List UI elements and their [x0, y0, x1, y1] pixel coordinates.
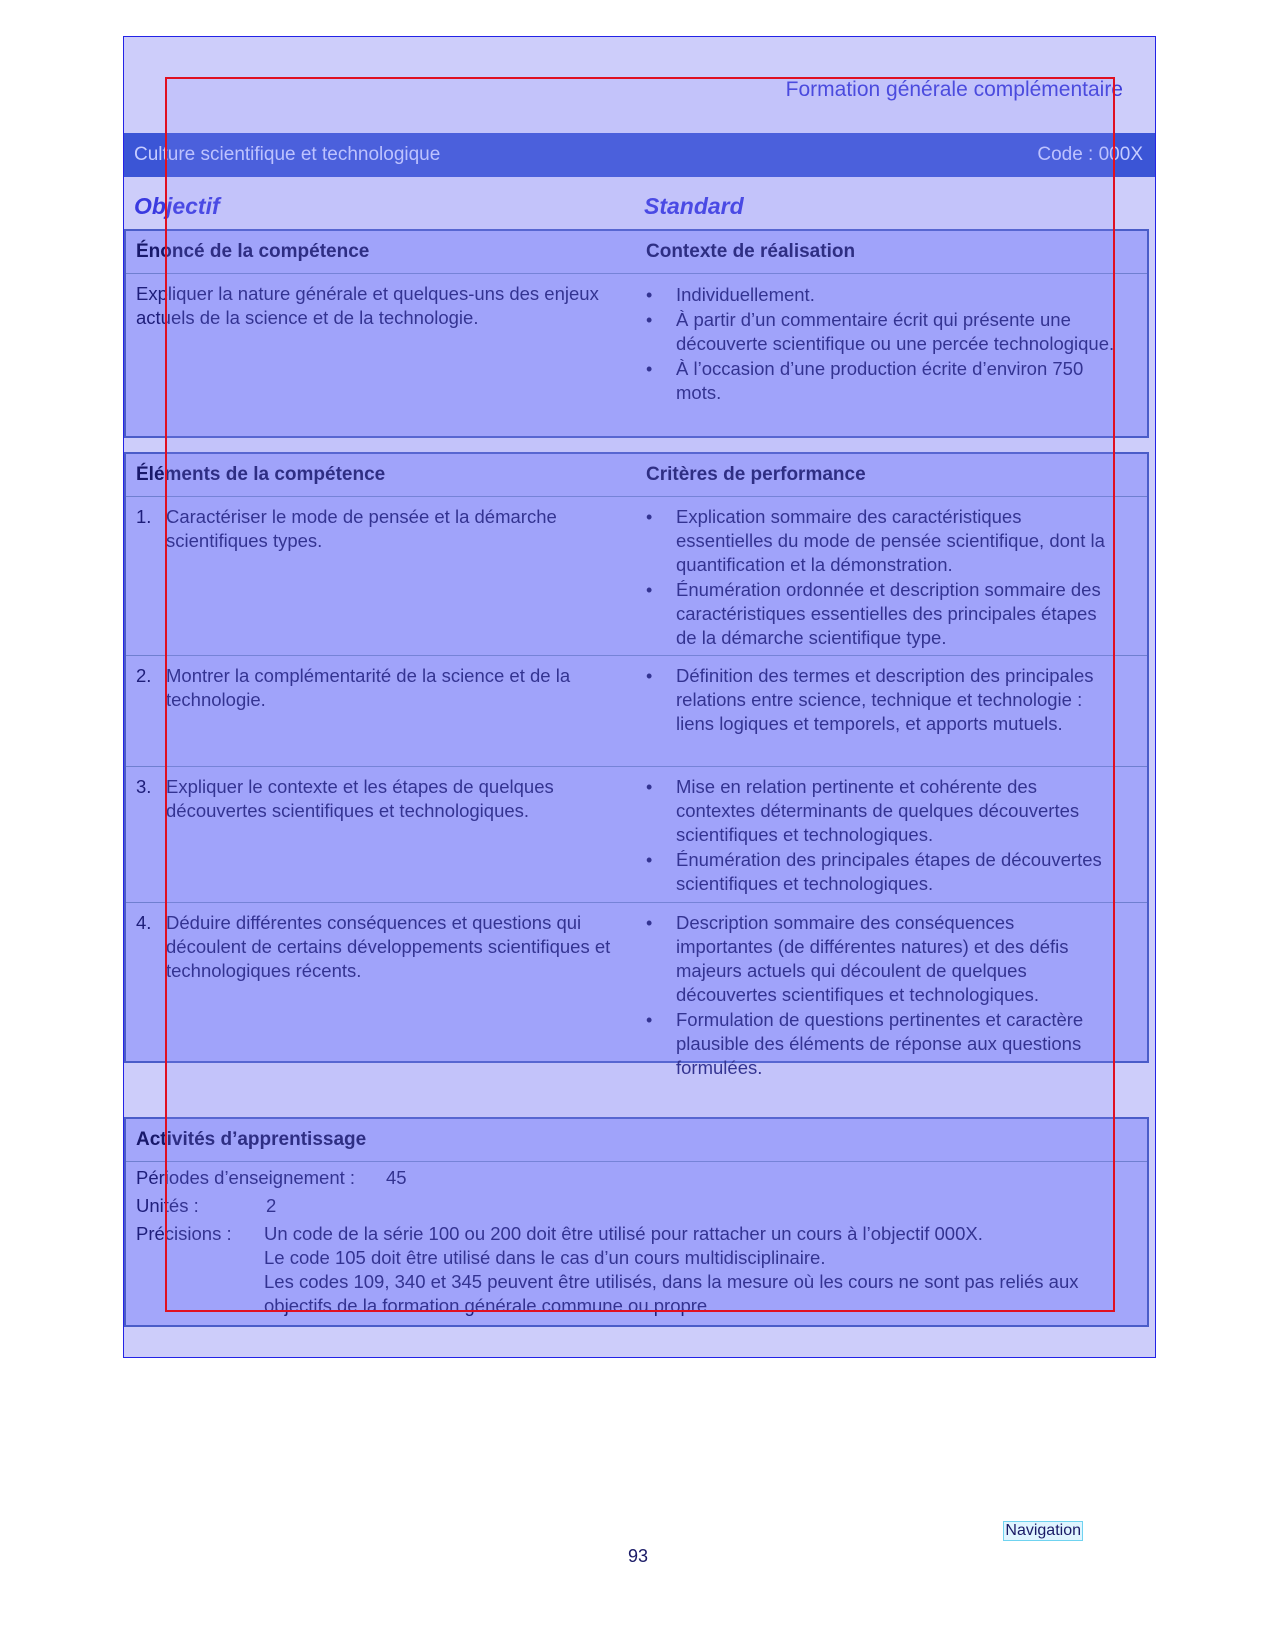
elements-box [124, 452, 1149, 1078]
criterion-item: • Mise en relation pertinente et cohérente des contextes déterminants de quelques découvertes scientifiques et technologiques. [646, 775, 1116, 847]
element-number: 1. [136, 506, 152, 527]
activites-header [126, 1119, 1147, 1162]
criterion-item: • Énumération des principales étapes de découvertes scientifiques et technologiques. [646, 848, 1116, 896]
element-number: 3. [136, 776, 152, 797]
enonce-cell [136, 282, 616, 330]
precision-line: Le code 105 doit être utilisé dans le cas d’un cours multidisciplinaire. [264, 1247, 826, 1268]
competence-box [124, 229, 1149, 438]
activites-box [124, 1117, 1149, 1327]
contexte-item: • Individuellement. [646, 283, 1116, 307]
enonce-heading: Énoncé de la compétence [136, 241, 370, 262]
contexte-item: • À partir d’un commentaire écrit qui présente une découverte scientifique ou une percée technologique. [646, 308, 1116, 356]
page-number: 93 [628, 1546, 649, 1566]
activites-heading: Activités d’apprentissage [136, 1129, 367, 1150]
section-labels [134, 193, 1145, 223]
precisions-list [264, 1222, 1114, 1318]
unites-label: Unités : [136, 1195, 199, 1216]
contexte-cell [646, 283, 1116, 406]
criteria-cell [646, 911, 1116, 1081]
element-number: 4. [136, 912, 152, 933]
criterion-item: • Formulation de questions pertinentes et caractère plausible des éléments de réponse aux questions formulées. [646, 1008, 1116, 1080]
element-row [126, 903, 1147, 1078]
course-title: Culture scientifique et technologique [134, 144, 441, 165]
criterion-item: • Explication sommaire des caractéristiques essentielles du mode de pensée scientifique, dont la quantification et la démonstration. [646, 505, 1116, 577]
enonce-text: Expliquer la nature générale et quelques-uns des enjeux actuels de la science et de la technologie. [136, 283, 599, 328]
element-row [126, 497, 1147, 656]
criteria-cell [646, 664, 1116, 737]
element-text: Déduire différentes conséquences et questions qui découlent de certains développements scientifiques et technologiques récents. [166, 912, 611, 981]
element-cell [136, 664, 616, 712]
element-text: Caractériser le mode de pensée et la démarche scientifiques types. [166, 506, 557, 551]
course-title-bar [124, 133, 1155, 177]
criteria-cell [646, 775, 1116, 897]
element-row [126, 656, 1147, 767]
periodes-value: 45 [386, 1167, 407, 1188]
unites-value: 2 [266, 1195, 277, 1216]
running-head: Formation générale complémentaire [785, 78, 1123, 101]
document-page-frame [123, 36, 1156, 1358]
element-text: Montrer la complémentarité de la science et de la technologie. [166, 665, 571, 710]
precision-line: Un code de la série 100 ou 200 doit être utilisé pour rattacher un cours à l’objectif 000X. [264, 1223, 983, 1244]
contexte-heading: Contexte de réalisation [646, 241, 856, 262]
element-cell [136, 775, 616, 823]
criterion-item: • Définition des termes et description des principales relations entre science, technique et technologie : liens logiques et temporels, et apports mutuels. [646, 664, 1116, 736]
precisions-label: Précisions : [136, 1223, 232, 1244]
element-cell [136, 505, 616, 553]
element-text: Expliquer le contexte et les étapes de quelques découvertes scientifiques et technologiques. [166, 776, 554, 821]
activites-body [126, 1162, 1147, 1322]
elements-header [126, 454, 1147, 497]
competence-header [126, 231, 1147, 274]
criteria-cell [646, 505, 1116, 651]
navigation-link[interactable]: Navigation [1005, 1522, 1081, 1539]
standard-label: Standard [644, 193, 744, 219]
criterion-item: • Énumération ordonnée et description sommaire des caractéristiques essentielles des principales étapes de la démarche scientifique type. [646, 578, 1116, 650]
course-code: Code : 000X [1037, 144, 1143, 165]
element-number: 2. [136, 665, 152, 686]
element-row [126, 767, 1147, 903]
elements-heading: Éléments de la compétence [136, 464, 386, 485]
competence-row [126, 274, 1147, 434]
criterion-item: • Description sommaire des conséquences importantes (de différentes natures) et des défis majeurs actuels qui découlent de quelques découvertes scientifiques et technologiques. [646, 911, 1116, 1007]
precision-line: Les codes 109, 340 et 345 peuvent être utilisés, dans la mesure où les cours ne sont pas reliés aux objectifs de la formation générale commune ou propre. [264, 1271, 1079, 1316]
contexte-item: • À l’occasion d’une production écrite d’environ 750 mots. [646, 357, 1116, 405]
element-cell [136, 911, 616, 983]
objectif-label: Objectif [134, 193, 220, 219]
criteres-heading: Critères de performance [646, 464, 866, 485]
periodes-label: Périodes d’enseignement : [136, 1167, 356, 1188]
